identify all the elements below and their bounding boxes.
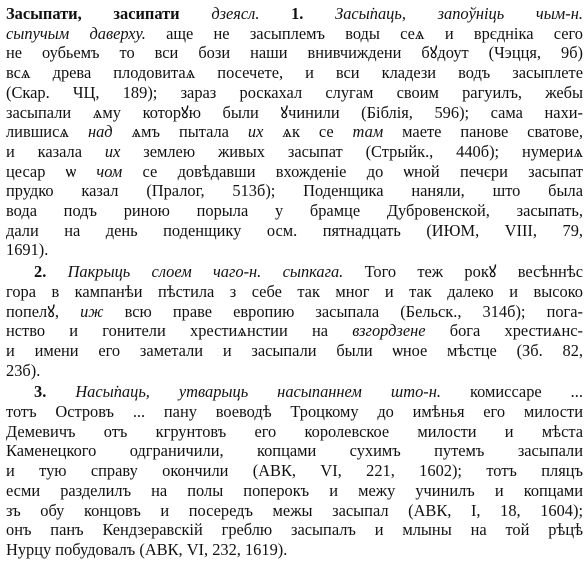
italic-text: их: [247, 122, 264, 142]
sense-1-paragraph: [6, 4, 583, 260]
body-text: и имени его заметали и засыпали были ѡное мѣстце (Зб. 82,: [6, 340, 583, 360]
body-text: бога хрестиѧнс-: [425, 321, 583, 341]
sense-3-line: [6, 422, 583, 442]
sense-1-line: [6, 103, 583, 123]
sense-3-line: [6, 382, 583, 402]
body-text: маете панове сватове,: [383, 122, 583, 142]
body-text: Демевичъ отъ кгрунтовъ его королевское милости и мѣста: [6, 421, 583, 441]
sense-3-line: [6, 461, 583, 481]
italic-text: над: [87, 122, 113, 142]
body-text: Того теж рокꙋ весѣннѣс: [343, 262, 583, 282]
body-text: комиссаре ...: [440, 382, 583, 402]
sense-1-line: [6, 83, 583, 103]
body-text: ѧмъ пытала: [112, 122, 248, 142]
sense-2-line: [6, 341, 583, 361]
body-text: прудко казал (Пралог, 513б); Поденщика наняли, што была: [6, 181, 583, 201]
sense-1-line: [6, 4, 583, 24]
body-text: есми разделилъ на полы поперокъ и межу учинилъ и копцами: [6, 480, 583, 500]
italic-text: Засы̇паць, запоўніць чым-н.: [335, 4, 583, 23]
body-text: и тую справу окончили (АВК, VI, 221, 1602); тотъ пляцъ: [6, 461, 583, 481]
sense-3-line: [6, 501, 583, 521]
sense-3-line: [6, 540, 583, 560]
sense-2-line: [6, 282, 583, 302]
body-text: тотъ Островъ ... пану воеводѣ Троцкому до имѣнья его милости: [6, 402, 583, 422]
body-text: онъ панъ Кендзеравскій греблю засыпалъ и млыны на той рѣцѣ: [6, 520, 583, 540]
body-text: дали на день поденщику осм. пятнадцать (ИЮМ, VIII, 79,: [6, 220, 583, 240]
sense-2-line: [6, 361, 583, 381]
italic-text: Насы̇паць, утварыць насыпаннем што-н.: [75, 382, 441, 402]
body-text: се довѣдавши вхожденіе до ѡной печєри засыпат: [122, 161, 583, 181]
sense-number: 1.: [291, 4, 304, 23]
sense-3-paragraph: [6, 382, 583, 559]
italic-text: взгордзене: [352, 321, 426, 341]
italic-text: их: [104, 141, 121, 161]
italic-text: там: [352, 122, 384, 142]
sense-1-line: [6, 122, 583, 142]
body-text: (Скар. ЧЦ, 189); зараз роскахал слугам своим рагуилъ, жебы: [6, 82, 583, 102]
body-text: не оубьемъ то вси бози наши внивчиждени бꙋдоут (Чэцця, 9б): [6, 43, 583, 63]
body-text: всю праве европию засыпала (Бельск., 314б); пога-: [103, 301, 583, 321]
sense-1-line: [6, 201, 583, 221]
sense-1-line: [6, 221, 583, 241]
sense-2-line: [6, 302, 583, 322]
italic-text: сыпучым даверху.: [6, 23, 146, 43]
italic-text: иж: [80, 301, 104, 321]
sense-1-line: [6, 181, 583, 201]
body-text: ѧк се: [263, 122, 353, 142]
sense-2-line: [6, 321, 583, 341]
body-text: цесар ѡ: [6, 161, 97, 181]
body-text: гора в кампанѣи пѣстила з себе так мног и так далеко и высоко: [6, 281, 583, 301]
body-text: нство и гонители хрестиѧнстии на: [6, 321, 353, 341]
sense-2-line: [6, 262, 583, 282]
sense-1-line: [6, 240, 583, 260]
body-text: попелꙋ,: [6, 301, 81, 321]
sense-1-line: [6, 142, 583, 162]
body-text: Нурцу побудовалъ (АВК, VI, 232, 1619).: [6, 539, 288, 559]
body-text: землею живых засыпат (Стрыйк., 440б); нумериѧ: [120, 141, 583, 161]
sense-3-line: [6, 402, 583, 422]
sense-1-line: [6, 63, 583, 83]
sense-3-line: [6, 520, 583, 540]
body-text: всѧ древа плодовитаѧ посечете, и вси кладези водъ засыплете: [6, 63, 583, 83]
sense-3-line: [6, 481, 583, 501]
body-text: 23б).: [6, 360, 41, 380]
body-text: аще не засыплемъ воды сеѧ и врєдніка сего: [145, 23, 583, 43]
sense-2-paragraph: [6, 262, 583, 380]
sense-3-line: [6, 441, 583, 461]
sense-number: 2.: [34, 262, 47, 282]
sense-number: 3.: [34, 382, 47, 402]
body-text: лившисѧ: [6, 122, 88, 142]
italic-text: чом: [96, 161, 123, 181]
body-text: и казала: [6, 141, 105, 161]
sense-1-line: [6, 43, 583, 63]
sense-1-line: [6, 24, 583, 44]
sense-1-line: [6, 162, 583, 182]
part-of-speech: дзеясл.: [211, 4, 260, 23]
body-text: зъ обу концовъ и посередъ межы засыпал (АВК, I, 18, 1604);: [6, 500, 583, 520]
body-text: 1691).: [6, 240, 49, 260]
body-text: Каменецкого одграничили, копцами сухимъ путемъ засыпали: [6, 441, 583, 461]
body-text: вода подъ риною порыла у брамце Дубровенской, засыпать,: [6, 201, 583, 221]
headword: Засыпати, засипати: [6, 4, 180, 23]
body-text: засыпали ѧму которꙋю были ꙋчинили (Біблія, 596); сама нахи-: [6, 102, 583, 122]
italic-text: Пакрыць слоем чаго-н. сыпкага.: [67, 262, 344, 282]
